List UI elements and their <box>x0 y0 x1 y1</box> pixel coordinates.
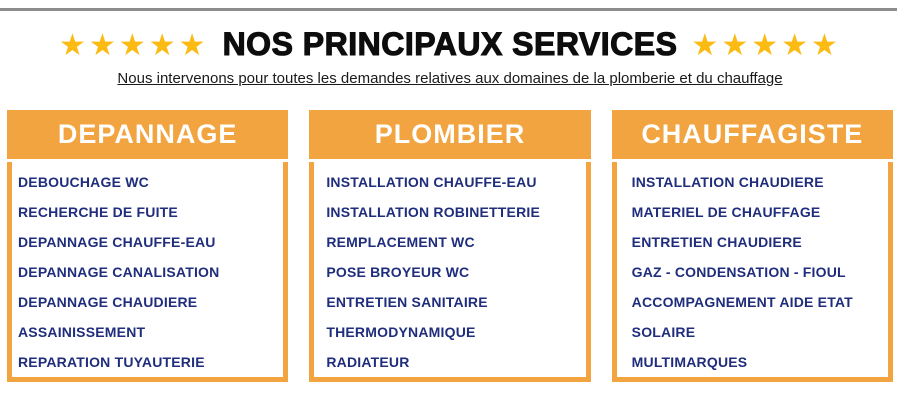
service-item[interactable]: REPARATION TUYAUTERIE <box>18 354 205 370</box>
service-item[interactable]: REMPLACEMENT WC <box>326 234 475 250</box>
service-item[interactable]: POSE BROYEUR WC <box>326 264 470 280</box>
service-item[interactable]: ENTRETIEN CHAUDIERE <box>631 234 802 250</box>
service-columns <box>0 110 900 382</box>
service-item[interactable]: ASSAINISSEMENT <box>18 324 146 340</box>
service-item[interactable]: RADIATEUR <box>326 354 410 370</box>
star-icon: ★ <box>751 28 782 62</box>
service-item[interactable]: RECHERCHE DE FUITE <box>18 204 178 220</box>
column-header: PLOMBIER <box>309 110 590 159</box>
service-item[interactable]: DEPANNAGE CHAUFFE-EAU <box>18 234 216 250</box>
service-item[interactable]: DEBOUCHAGE WC <box>18 174 149 190</box>
service-item[interactable]: INSTALLATION CHAUFFE-EAU <box>326 174 537 190</box>
star-icon: ★ <box>178 28 209 62</box>
stars-left <box>59 29 209 61</box>
page-subtitle: Nous intervenons pour toutes les demandes relatives aux domaines de la plomberie et du chauffage <box>117 70 783 87</box>
service-item[interactable]: GAZ - CONDENSATION - FIOUL <box>631 264 846 280</box>
service-item[interactable]: ENTRETIEN SANITAIRE <box>326 294 488 310</box>
service-item[interactable]: ACCOMPAGNEMENT AIDE ETAT <box>631 294 853 310</box>
column-body <box>7 162 288 382</box>
page-title: NOS PRINCIPAUX SERVICES <box>222 26 678 62</box>
star-icon: ★ <box>88 28 119 62</box>
page-header <box>0 26 900 63</box>
star-icon: ★ <box>691 28 722 62</box>
star-icon: ★ <box>781 28 812 62</box>
column-body <box>309 162 590 382</box>
star-icon: ★ <box>721 28 752 62</box>
service-item[interactable]: SOLAIRE <box>631 324 696 340</box>
column-body <box>612 162 893 382</box>
star-icon: ★ <box>811 28 841 62</box>
service-item[interactable]: DEPANNAGE CANALISATION <box>18 264 220 280</box>
top-divider <box>0 8 897 11</box>
star-icon: ★ <box>118 28 149 62</box>
service-item[interactable]: DEPANNAGE CHAUDIERE <box>18 294 198 310</box>
service-column-chauffagiste <box>612 110 893 382</box>
service-column-depannage <box>7 110 288 382</box>
star-icon: ★ <box>148 28 179 62</box>
stars-right <box>691 29 841 61</box>
service-item[interactable]: THERMODYNAMIQUE <box>326 324 476 340</box>
star-icon: ★ <box>59 28 89 62</box>
service-column-plombier <box>309 110 590 382</box>
service-item[interactable]: INSTALLATION ROBINETTERIE <box>326 204 541 220</box>
column-header: CHAUFFAGISTE <box>612 110 893 159</box>
column-header: DEPANNAGE <box>7 110 288 159</box>
service-item[interactable]: MULTIMARQUES <box>631 354 748 370</box>
service-item[interactable]: MATERIEL DE CHAUFFAGE <box>631 204 821 220</box>
service-item[interactable]: INSTALLATION CHAUDIERE <box>631 174 824 190</box>
